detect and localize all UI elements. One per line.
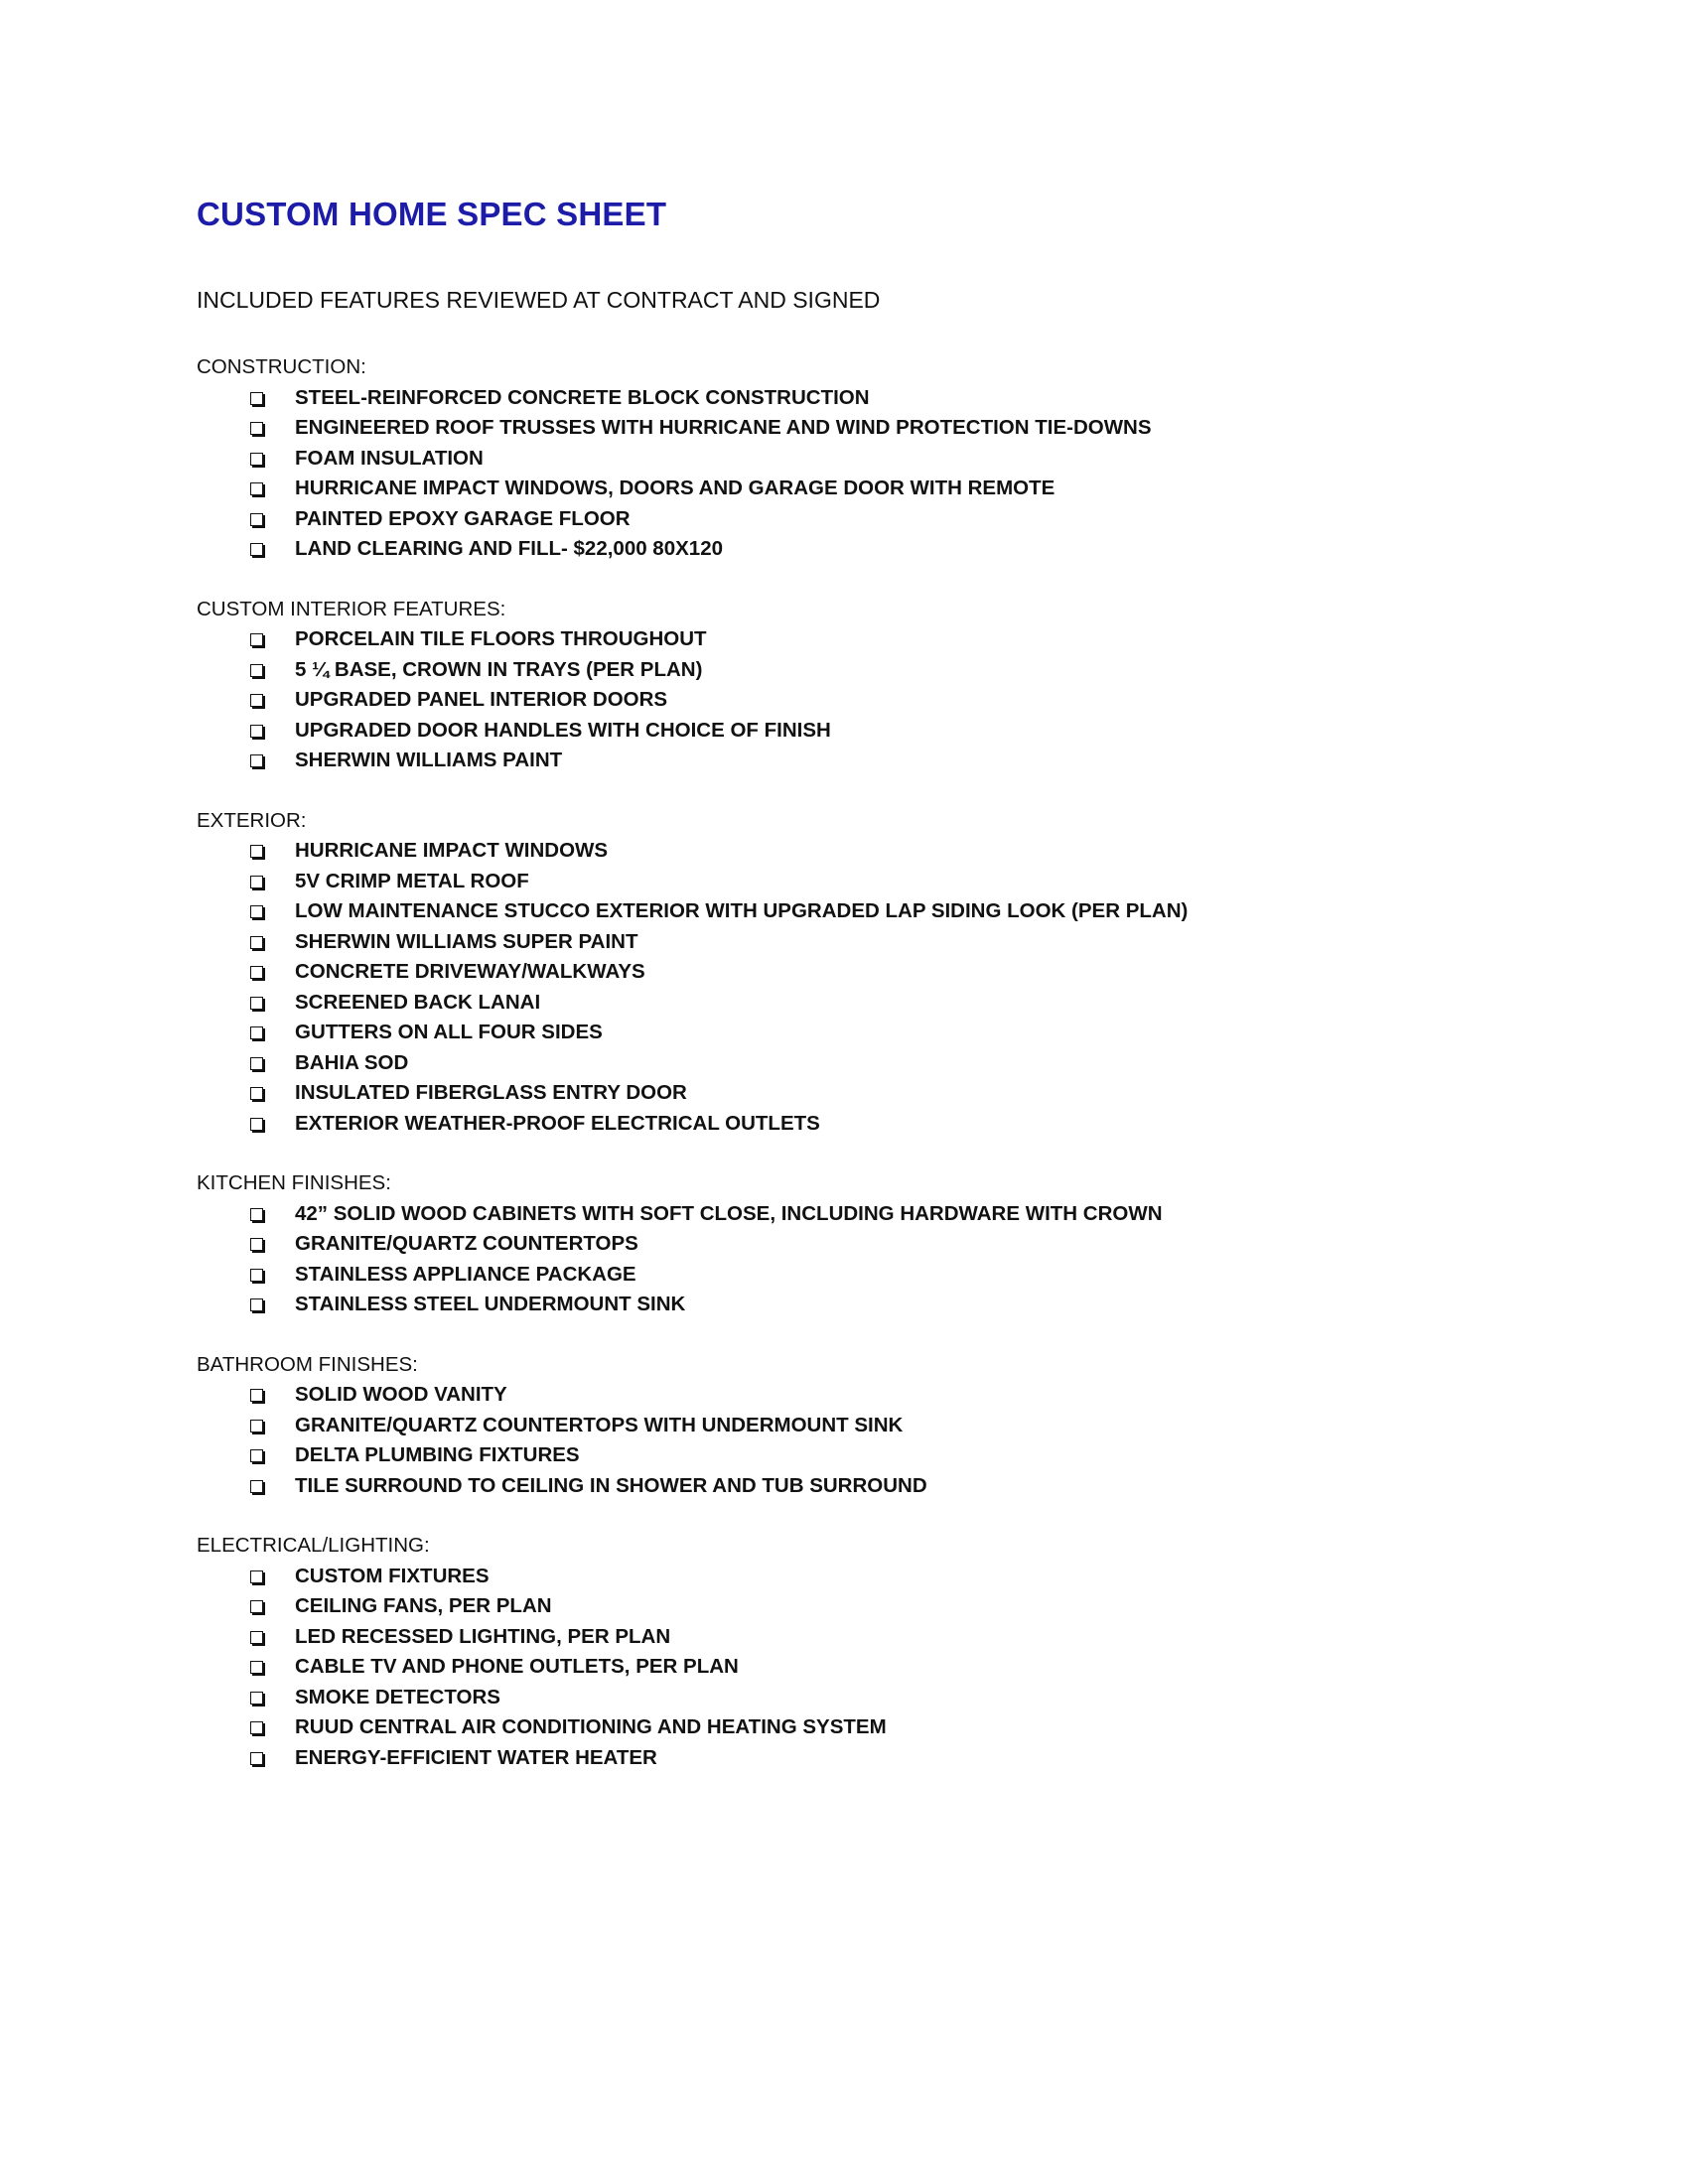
feature-item-label: UPGRADED DOOR HANDLES WITH CHOICE OF FINISH [295, 718, 831, 742]
feature-item-label: HURRICANE IMPACT WINDOWS, DOORS AND GARAGE DOOR WITH REMOTE [295, 477, 1055, 499]
feature-list-item [197, 1622, 1527, 1653]
checkbox-icon [250, 1238, 263, 1251]
feature-list [197, 383, 1527, 565]
feature-item-label: STEEL-REINFORCED CONCRETE BLOCK CONSTRUCTION [295, 385, 870, 409]
feature-list-item [197, 1260, 1527, 1291]
feature-item-label: RUUD CENTRAL AIR CONDITIONING AND HEATING SYSTEM [295, 1715, 887, 1738]
feature-list-item [197, 1712, 1527, 1743]
feature-list-item [197, 988, 1527, 1019]
feature-item-label: 42” SOLID WOOD CABINETS WITH SOFT CLOSE, INCLUDING HARDWARE WITH CROWN [295, 1201, 1163, 1225]
checkbox-icon [250, 543, 263, 556]
checkbox-icon [250, 876, 263, 888]
checkbox-icon [250, 1449, 263, 1462]
feature-list-item [197, 1109, 1527, 1140]
checkbox-icon [250, 1118, 263, 1131]
feature-list-item [197, 836, 1527, 867]
section-heading: CUSTOM INTERIOR FEATURES: [197, 597, 506, 620]
feature-item-label: 5V CRIMP METAL ROOF [295, 869, 529, 892]
feature-item-label: INSULATED FIBERGLASS ENTRY DOOR [295, 1081, 687, 1104]
feature-item-label: STAINLESS STEEL UNDERMOUNT SINK [295, 1293, 686, 1315]
feature-list-item [197, 1199, 1527, 1230]
feature-list [197, 836, 1527, 1139]
feature-list [197, 1199, 1527, 1320]
feature-list-item [197, 716, 1527, 747]
feature-list-item [197, 534, 1527, 565]
feature-item-label: SHERWIN WILLIAMS PAINT [295, 749, 563, 771]
feature-item-label: SOLID WOOD VANITY [295, 1383, 507, 1406]
checkbox-icon [250, 997, 263, 1010]
feature-section [197, 1350, 1527, 1502]
feature-section [197, 806, 1527, 1140]
feature-list-item [197, 896, 1527, 927]
feature-list-item [197, 927, 1527, 958]
feature-item-label: CABLE TV AND PHONE OUTLETS, PER PLAN [295, 1655, 739, 1678]
feature-item-label: PAINTED EPOXY GARAGE FLOOR [295, 506, 631, 530]
feature-item-label: EXTERIOR WEATHER-PROOF ELECTRICAL OUTLETS [295, 1111, 820, 1135]
checkbox-icon [250, 422, 263, 435]
feature-list-item [197, 1048, 1527, 1079]
feature-section [197, 352, 1527, 565]
feature-list-item [197, 1380, 1527, 1411]
feature-item-label: CUSTOM FIXTURES [295, 1564, 490, 1587]
feature-item-label: 5 ¼ BASE, CROWN IN TRAYS (PER PLAN) [295, 657, 703, 681]
feature-item-label: CONCRETE DRIVEWAY/WALKWAYS [295, 960, 645, 983]
checkbox-icon [250, 1661, 263, 1674]
feature-item-label: SCREENED BACK LANAI [295, 990, 541, 1014]
feature-list-item [197, 444, 1527, 475]
feature-list-item [197, 504, 1527, 535]
feature-list-item [197, 1440, 1527, 1471]
checkbox-icon [250, 1298, 263, 1311]
checkbox-icon [250, 966, 263, 979]
section-heading: BATHROOM FINISHES: [197, 1352, 418, 1376]
feature-section [197, 1168, 1527, 1320]
feature-list-item [197, 1743, 1527, 1774]
checkbox-icon [250, 1721, 263, 1734]
feature-list [197, 1562, 1527, 1774]
feature-list-item [197, 1471, 1527, 1502]
feature-item-label: SHERWIN WILLIAMS SUPER PAINT [295, 929, 638, 953]
checkbox-icon [250, 664, 263, 677]
feature-item-label: LED RECESSED LIGHTING, PER PLAN [295, 1624, 671, 1648]
checkbox-icon [250, 1480, 263, 1493]
checkbox-icon [250, 453, 263, 466]
feature-item-label: LOW MAINTENANCE STUCCO EXTERIOR WITH UPGRADED LAP SIDING LOOK (PER PLAN) [295, 899, 1189, 922]
feature-list-item [197, 1683, 1527, 1713]
document-subtitle: INCLUDED FEATURES REVIEWED AT CONTRACT AND SIGNED [197, 287, 881, 313]
checkbox-icon [250, 1631, 263, 1644]
feature-item-label: DELTA PLUMBING FIXTURES [295, 1443, 580, 1466]
feature-list-item [197, 383, 1527, 414]
checkbox-icon [250, 1752, 263, 1765]
feature-list-item [197, 413, 1527, 444]
feature-list [197, 1380, 1527, 1501]
checkbox-icon [250, 392, 263, 405]
feature-item-label: GRANITE/QUARTZ COUNTERTOPS WITH UNDERMOUNT SINK [295, 1413, 904, 1436]
feature-list-item [197, 1652, 1527, 1683]
feature-list-item [197, 746, 1527, 776]
checkbox-icon [250, 1570, 263, 1583]
feature-list-item [197, 1562, 1527, 1592]
checkbox-icon [250, 905, 263, 918]
feature-list-item [197, 1078, 1527, 1109]
feature-item-label: ENERGY-EFFICIENT WATER HEATER [295, 1745, 657, 1769]
feature-list-item [197, 867, 1527, 897]
checkbox-icon [250, 513, 263, 526]
checkbox-icon [250, 1057, 263, 1070]
feature-item-label: GUTTERS ON ALL FOUR SIDES [295, 1021, 603, 1043]
checkbox-icon [250, 1692, 263, 1705]
checkbox-icon [250, 1026, 263, 1039]
feature-item-label: STAINLESS APPLIANCE PACKAGE [295, 1262, 636, 1286]
feature-item-label: LAND CLEARING AND FILL- $22,000 80X120 [295, 537, 723, 560]
feature-list [197, 624, 1527, 776]
checkbox-icon [250, 694, 263, 707]
checkbox-icon [250, 754, 263, 767]
feature-list-item [197, 957, 1527, 988]
feature-item-label: ENGINEERED ROOF TRUSSES WITH HURRICANE AND WIND PROTECTION TIE-DOWNS [295, 416, 1152, 439]
checkbox-icon [250, 1208, 263, 1221]
feature-item-label: PORCELAIN TILE FLOORS THROUGHOUT [295, 627, 707, 650]
checkbox-icon [250, 725, 263, 738]
feature-item-label: CEILING FANS, PER PLAN [295, 1594, 552, 1617]
checkbox-icon [250, 1420, 263, 1433]
feature-item-label: SMOKE DETECTORS [295, 1685, 500, 1708]
checkbox-icon [250, 1389, 263, 1402]
feature-list-item [197, 1591, 1527, 1622]
document-title: CUSTOM HOME SPEC SHEET [197, 196, 667, 232]
feature-list-item [197, 685, 1527, 716]
checkbox-icon [250, 936, 263, 949]
feature-item-label: TILE SURROUND TO CEILING IN SHOWER AND TUB SURROUND [295, 1473, 927, 1497]
checkbox-icon [250, 1269, 263, 1282]
feature-list-item [197, 1290, 1527, 1320]
feature-item-label: BAHIA SOD [295, 1050, 409, 1074]
section-heading: ELECTRICAL/LIGHTING: [197, 1534, 430, 1557]
feature-list-item [197, 1229, 1527, 1260]
feature-sections [197, 352, 1527, 1803]
feature-section [197, 595, 1527, 776]
checkbox-icon [250, 482, 263, 495]
section-heading: EXTERIOR: [197, 808, 307, 832]
feature-list-item [197, 1018, 1527, 1048]
checkbox-icon [250, 1600, 263, 1613]
checkbox-icon [250, 633, 263, 646]
feature-section [197, 1531, 1527, 1773]
feature-list-item [197, 624, 1527, 655]
feature-list-item [197, 1411, 1527, 1441]
feature-list-item [197, 655, 1527, 686]
feature-list-item [197, 474, 1527, 504]
feature-item-label: FOAM INSULATION [295, 446, 484, 470]
feature-item-label: GRANITE/QUARTZ COUNTERTOPS [295, 1232, 638, 1255]
section-heading: CONSTRUCTION: [197, 355, 366, 378]
feature-item-label: HURRICANE IMPACT WINDOWS [295, 839, 609, 862]
section-heading: KITCHEN FINISHES: [197, 1171, 391, 1194]
feature-item-label: UPGRADED PANEL INTERIOR DOORS [295, 688, 668, 711]
checkbox-icon [250, 845, 263, 858]
checkbox-icon [250, 1087, 263, 1100]
